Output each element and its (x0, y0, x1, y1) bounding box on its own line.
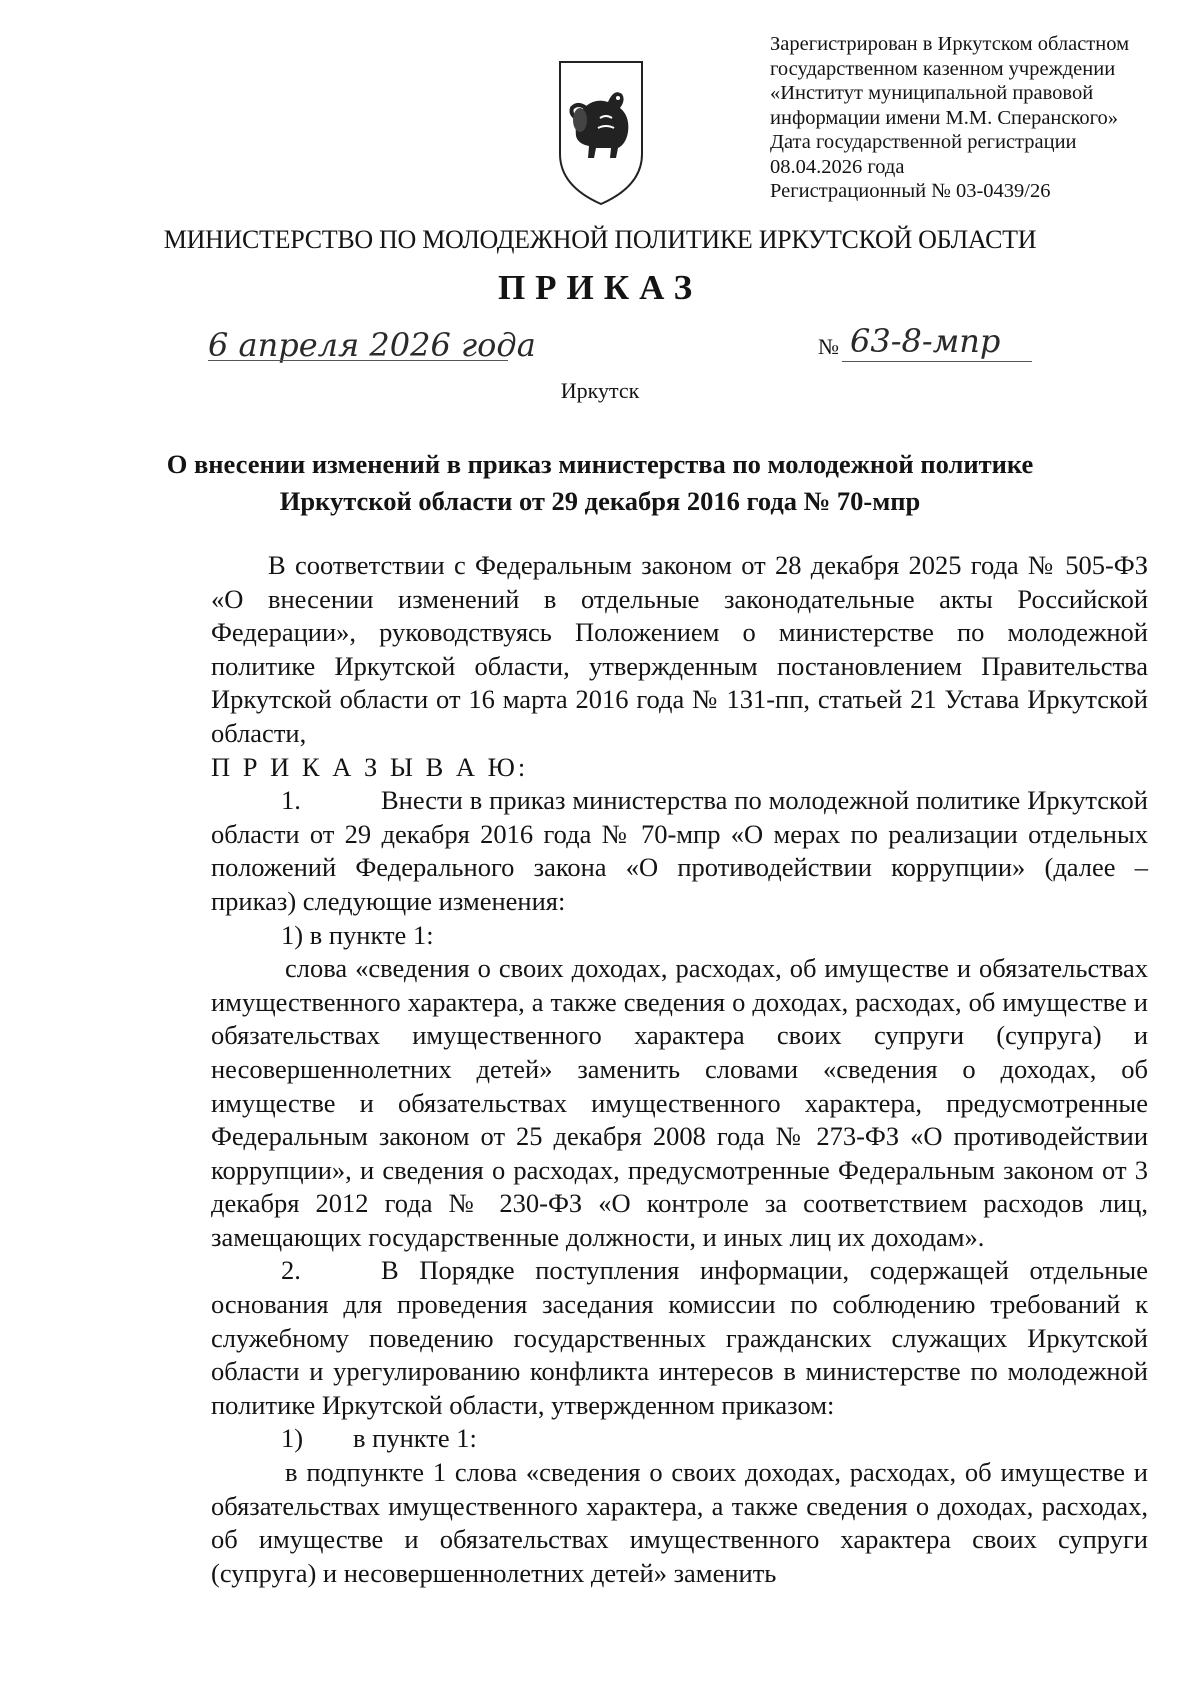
subitem-label: в пункте 1: (353, 1423, 477, 1454)
number-label: № (818, 334, 839, 359)
registration-line: информации имени М.М. Сперанского» (770, 106, 1119, 129)
handwritten-date: 6 апреля 2026 года (208, 326, 536, 364)
title-line-2: Иркутской области от 29 декабря 2016 года № 70-мпр (279, 486, 921, 516)
document-body (211, 549, 1148, 1590)
ministry-name: МИНИСТЕРСТВО ПО МОЛОДЕЖНОЙ ПОЛИТИКЕ ИРКУТСКОЙ ОБЛАСТИ (163, 225, 1037, 254)
date-underline (208, 360, 508, 361)
title-line-1: О внесении изменений в приказ министерства по молодежной политике (166, 449, 1034, 479)
item-1-subitem-1-text: слова «сведения о своих доходах, расходах, об имуществе и обязательствах имущественного характера, а также сведения о доходах, расходах, об имуществе и обязательствах имущественного характера своих супруги (супруга) и несовершеннолетних детей» заменить словами «сведения о доходах, об имуществе и обязательствах имущественного характера, предусмотренные Федеральным законом от 25 декабря 2008 года № 273-ФЗ «О противодействии коррупции», и сведения о расходах, предусмотренные Федеральным законом от 3 декабря 2012 года № 230-ФЗ «О контроле за соответствием расходов лиц, замещающих государственные должности, и иных лиц их доходам». (211, 953, 1148, 1252)
registration-line: Зарегистрирован в Иркутском областном (770, 33, 1130, 55)
number-underline (842, 361, 1032, 362)
coat-of-arms-emblem (556, 58, 646, 208)
item-2-text-rendered: 2. В Порядке поступления информации, содержащей отдельные основания для проведения заседания комиссии по соблюдению требований к служебному поведению государственных гражданских служащих Иркутской области и урегулированию конфликта интересов в министерстве по молодежной политике Иркутской области, утвержденном приказом: (211, 1255, 1148, 1420)
city-name: Иркутск (560, 378, 640, 403)
item-1-text-rendered: 1. Внести в приказ министерства по молодежной политике Иркутской области от 29 декабря 2016 года № 70-мпр «О мерах по реализации отдельных положений Федерального закона «О противодействии коррупции» (далее – приказ) следующие изменения: (211, 785, 1148, 916)
item-2-subitem-1-text: в подпункте 1 слова «сведения о своих доходах, расходах, об имуществе и обязательствах имущественного характера, а также сведения о доходах, расходах, об имуществе и обязательствах имущественного характера своих супруги (супруга) и несовершеннолетних детей» заменить (211, 1457, 1148, 1588)
item-2-subitem-1 (211, 1422, 1148, 1456)
item-number-label: 2. (281, 1255, 301, 1286)
order-word: П Р И К А З Ы В А Ю: (211, 751, 529, 782)
handwritten-number: 63-8-мпр (850, 322, 1001, 360)
document-title (150, 446, 1050, 520)
document-type-heading: ПРИКАЗ (497, 268, 703, 307)
registration-date: 08.04.2026 года (770, 155, 905, 178)
subitem-number: 1) (281, 1423, 304, 1454)
registration-line: Дата государственной регистрации (770, 131, 1077, 153)
registration-note (770, 32, 1172, 204)
item-1-subitem-1: 1) в пункте 1: (281, 919, 434, 950)
registration-line: «Институт муниципальной правовой (770, 82, 1094, 104)
item-number-label: 1. (281, 785, 301, 816)
registration-number: Регистрационный № 03-0439/26 (770, 180, 1051, 202)
preamble-paragraph: В соответствии с Федеральным законом от 28 декабря 2025 года № 505-ФЗ «О внесении изменений в отдельные законодательные акты Российской Федерации», руководствуясь Положением о министерстве по молодежной политике Иркутской области, утвержденным постановлением Правительства Иркутской области от 16 марта 2016 года № 131-пп, статьей 21 Устава Иркутской области, (211, 550, 1148, 748)
registration-line: государственном казенном учреждении (770, 57, 1116, 80)
